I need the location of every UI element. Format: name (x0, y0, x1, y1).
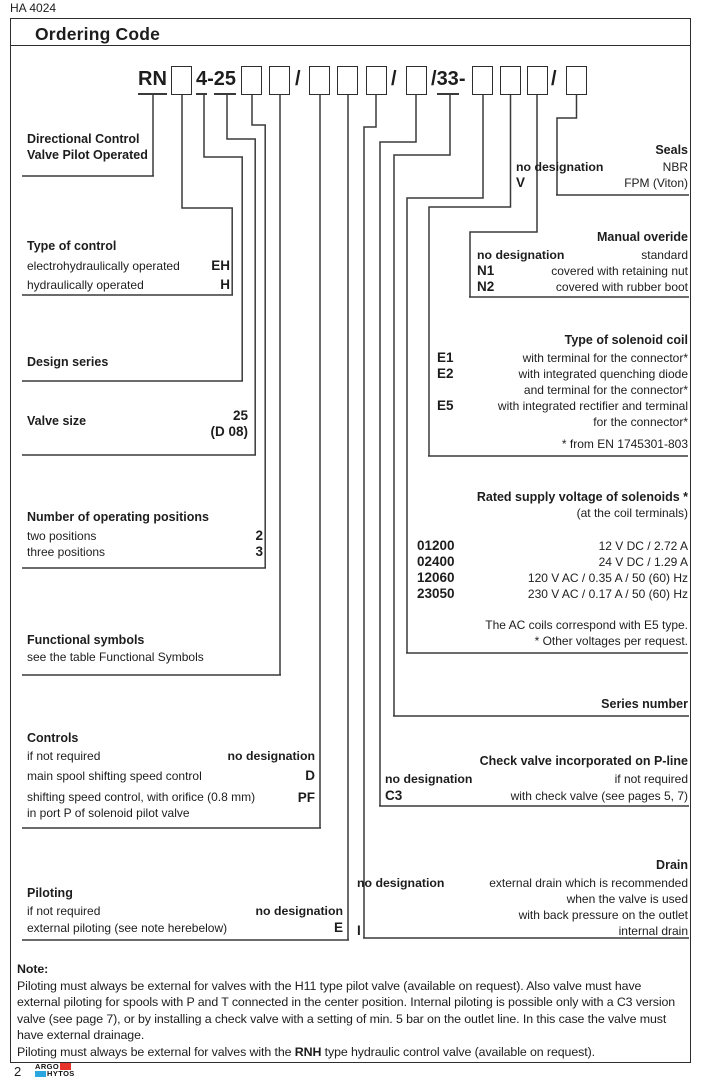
code-box-4 (309, 66, 330, 95)
code-box-6 (366, 66, 387, 95)
spec-label: if not required (27, 749, 101, 763)
spec-label: with integrated rectifier and terminal (497, 399, 688, 413)
directional-line1: Directional Control (27, 132, 140, 146)
section-positions-title: Number of operating positions (27, 510, 209, 524)
spec-code: no designation (227, 749, 315, 763)
code-slash-4: / (551, 68, 557, 90)
drain-rows (357, 875, 688, 939)
spec-row (477, 263, 688, 279)
spec-row (437, 382, 688, 398)
spec-row (477, 279, 688, 295)
spec-code: 12060 (417, 570, 455, 585)
spec-label: NBR (662, 160, 688, 174)
section-solenoid-coil-title: Type of solenoid coil (564, 333, 688, 347)
spec-row (357, 923, 688, 939)
spec-label: 230 V AC / 0.17 A / 50 (60) Hz (527, 587, 688, 601)
check-valve-rows (385, 771, 688, 805)
section-controls-title: Controls (27, 731, 79, 745)
spec-label: external drain which is recommended (489, 876, 688, 890)
code-series-digits: 33 (437, 66, 459, 95)
code-dash: - (458, 68, 466, 90)
spec-label: with integrated quenching diode (518, 367, 688, 381)
code-size-digits: 25 (214, 66, 236, 95)
spec-label: hydraulically operated (27, 277, 144, 292)
spec-row (437, 414, 688, 430)
voltage-note-2: * Other voltages per request. (534, 634, 688, 648)
doc-code: HA 4024 (10, 1, 57, 15)
valve-size-alt: (D 08) (210, 424, 248, 439)
spec-label: shifting speed control, with orifice (0.8 mm) (27, 790, 256, 804)
section-seals-title: Seals (655, 143, 688, 157)
section-functional-symbols-title: Functional symbols (27, 633, 145, 647)
spec-code: D (305, 768, 315, 783)
code-box-1 (171, 66, 192, 95)
solenoid-coil-rows (437, 350, 688, 430)
spec-code: E (333, 919, 343, 935)
code-box-8 (472, 66, 493, 95)
code-box-9 (500, 66, 521, 95)
valve-size-value: 25 (232, 408, 248, 423)
spec-row (27, 544, 263, 560)
section-type-of-control-title: Type of control (27, 239, 117, 253)
spec-row (437, 350, 688, 366)
spec-code: EH (211, 258, 230, 273)
page-number: 2 (14, 1064, 22, 1079)
spec-label: with terminal for the connector* (522, 351, 688, 365)
code-series-group (431, 66, 465, 95)
spec-label: FPM (Viton) (624, 176, 688, 191)
spec-label: 12 V DC / 2.72 A (598, 539, 688, 553)
spec-row (417, 554, 688, 570)
spec-row (357, 907, 688, 923)
spec-row (437, 366, 688, 382)
spec-row (516, 175, 688, 191)
code-slash-2: / (391, 68, 397, 90)
spec-label: with check valve (see pages 5, 7) (510, 788, 688, 803)
spec-code: no designation (477, 248, 565, 262)
section-design-series-title: Design series (27, 355, 109, 369)
spec-label: internal drain (618, 924, 688, 938)
argo-hytos-logo (35, 1062, 75, 1077)
functional-symbols-subtitle: see the table Functional Symbols (27, 650, 204, 664)
section-check-valve-title: Check valve incorporated on P-line (479, 754, 688, 768)
spec-row (417, 570, 688, 586)
section-piloting-title: Piloting (27, 886, 73, 900)
spec-row (385, 788, 688, 805)
spec-code: 2 (255, 528, 263, 543)
spec-row (516, 159, 688, 175)
spec-code: E2 (437, 366, 454, 381)
logo-text-hytos: HYTOS (47, 1069, 75, 1078)
code-hyphen: - (207, 68, 214, 90)
note-p2-post: type hydraulic control valve (available on request). (321, 1044, 595, 1059)
spec-code: 01200 (417, 538, 455, 553)
spec-code: no designation (385, 772, 473, 786)
code-prefix-text: RN (138, 66, 167, 95)
code-slash-1: / (295, 68, 301, 90)
code-box-7 (406, 66, 427, 95)
spec-code: H (220, 276, 230, 292)
spec-row (27, 790, 315, 822)
spec-label: main spool shifting speed control (27, 769, 202, 783)
spec-row (437, 398, 688, 414)
seals-rows (516, 159, 688, 192)
code-slash-3: / (431, 68, 437, 90)
code-box-5 (337, 66, 358, 95)
spec-label: electrohydraulically operated (27, 259, 180, 273)
section-valve-size-title: Valve size (27, 414, 87, 428)
note (17, 961, 683, 1061)
spec-row (27, 748, 315, 765)
spec-code: E5 (437, 398, 454, 413)
spec-row (417, 586, 688, 602)
spec-code: I (357, 923, 361, 938)
spec-label: standard (641, 248, 688, 262)
piloting-rows (27, 903, 343, 936)
spec-code: N2 (477, 279, 495, 295)
spec-code: 02400 (417, 554, 455, 569)
spec-row (27, 765, 315, 787)
directional-line2: Valve Pilot Operated (27, 148, 148, 162)
code-box-2 (241, 66, 262, 95)
spec-code: N1 (477, 263, 495, 279)
spec-label: 120 V AC / 0.35 A / 50 (60) Hz (527, 571, 688, 585)
voltage-note-1: The AC coils correspond with E5 type. (485, 618, 688, 632)
spec-row (27, 257, 230, 276)
note-p2-bold: RNH (294, 1044, 322, 1059)
spec-label: and terminal for the connector* (523, 383, 688, 397)
logo-blue-block (35, 1071, 46, 1078)
spec-label: with back pressure on the outlet (518, 908, 688, 922)
spec-row (417, 538, 688, 554)
valve-size-values (150, 408, 248, 440)
spec-code: no designation (357, 876, 445, 890)
spec-row (385, 771, 688, 788)
spec-code: no designation (255, 904, 343, 918)
code-design-digit: 4 (196, 66, 207, 95)
voltage-rows (417, 538, 688, 602)
spec-code: PF (297, 790, 315, 805)
type-of-control-rows (27, 257, 230, 294)
spec-label: if not required (614, 772, 688, 786)
spec-label: three positions (27, 545, 106, 560)
section-drain-title: Drain (656, 858, 688, 872)
spec-row (27, 920, 343, 937)
section-manual-override-title: Manual overide (597, 230, 688, 244)
spec-code: V (516, 175, 526, 191)
section-series-number-title: Series number (601, 697, 688, 711)
section-voltage-title: Rated supply voltage of solenoids * (476, 490, 688, 504)
note-p2-pre: Piloting must always be external for valves with the (17, 1044, 295, 1059)
page-title: Ordering Code (35, 24, 161, 44)
section-directional-title (27, 131, 148, 163)
logo-row-bottom (35, 1070, 75, 1078)
manual-override-rows (477, 247, 688, 296)
spec-label: two positions (27, 529, 97, 543)
spec-row (357, 875, 688, 891)
spec-label: in port P of solenoid pilot valve (27, 805, 190, 820)
logo-text-argo: ARGO (35, 1061, 60, 1071)
spec-row (357, 891, 688, 907)
spec-row (27, 903, 343, 920)
solenoid-coil-footnote: * from EN 1745301-803 (561, 437, 688, 451)
spec-label: covered with retaining nut (551, 264, 688, 279)
spec-label: covered with rubber boot (555, 280, 688, 295)
controls-rows (27, 748, 315, 822)
spec-row (27, 528, 263, 544)
positions-rows (27, 528, 263, 560)
spec-code: C3 (385, 787, 403, 803)
spec-code: no designation (516, 160, 604, 174)
code-box-3 (269, 66, 290, 95)
spec-label: 24 V DC / 1.29 A (598, 555, 688, 569)
code-box-11 (566, 66, 587, 95)
spec-code: 3 (255, 544, 263, 560)
spec-label: for the connector* (593, 415, 688, 429)
spec-row (477, 247, 688, 263)
spec-label: if not required (27, 904, 101, 918)
spec-row (27, 276, 230, 295)
note-paragraph-1: Piloting must always be external for valves with the H11 type pilot valve (available on request). Also valve must have external piloting for spools with P and T connected in the center position. Internal piloting is possible only with a C3 version valve (see page 7), or by installing a check valve with a setting of min. 5 bar on the outlet line. In this case the valve must have external drainage. (17, 978, 676, 1043)
spec-label: when the valve is used (566, 892, 688, 906)
note-paragraph-2 (17, 1044, 683, 1061)
spec-code: E1 (437, 350, 454, 365)
spec-code: 23050 (417, 586, 455, 601)
spec-label: external piloting (see note herebelow) (27, 920, 228, 935)
code-size-group (196, 66, 236, 95)
note-title: Note: (17, 962, 49, 976)
code-prefix (138, 66, 167, 95)
code-box-10 (527, 66, 548, 95)
voltage-subtitle: (at the coil terminals) (576, 506, 688, 520)
